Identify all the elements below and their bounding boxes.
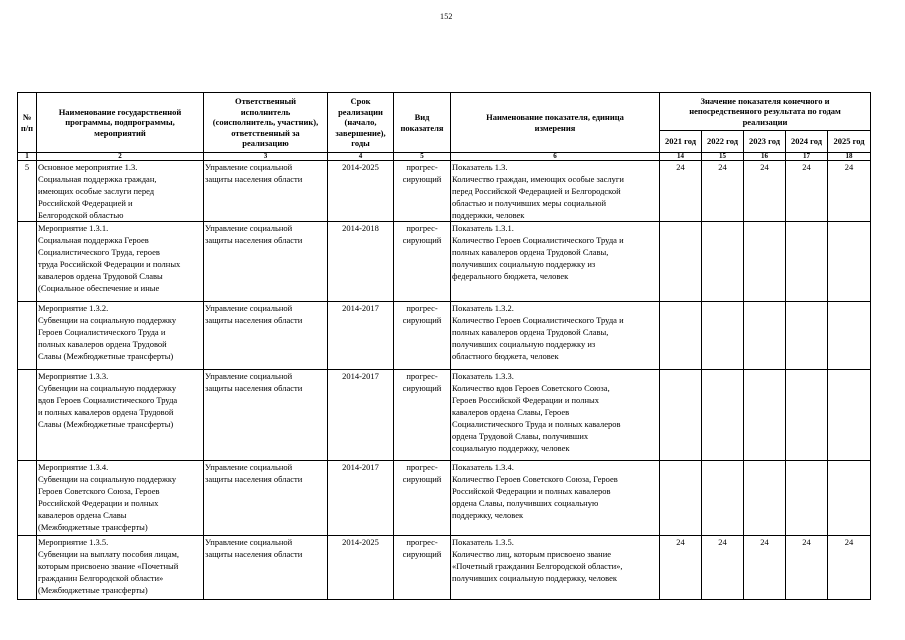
header-year: 2023 год (744, 131, 786, 153)
column-number: 4 (328, 153, 394, 161)
year-value (744, 222, 786, 302)
row-number (18, 370, 37, 461)
year-value (660, 302, 702, 370)
executor: Управление социальной защиты населения области (204, 370, 328, 461)
header-term: Срок реализации (начало, завершение), годы (328, 93, 394, 153)
year-value (702, 222, 744, 302)
indicator-table (17, 92, 871, 600)
term: 2014-2025 (328, 161, 394, 222)
column-number: 6 (451, 153, 660, 161)
year-value (786, 302, 828, 370)
term: 2014-2025 (328, 536, 394, 600)
row-number (18, 536, 37, 600)
indicator-kind: прогрес- сирующий (394, 536, 451, 600)
year-value (744, 370, 786, 461)
indicator-kind: прогрес- сирующий (394, 161, 451, 222)
year-value: 24 (744, 536, 786, 600)
column-number: 17 (786, 153, 828, 161)
year-value: 24 (702, 161, 744, 222)
term: 2014-2018 (328, 222, 394, 302)
table-row (18, 370, 871, 461)
row-number (18, 461, 37, 536)
year-value (786, 461, 828, 536)
row-number (18, 302, 37, 370)
row-number: 5 (18, 161, 37, 222)
year-value: 24 (786, 161, 828, 222)
indicator-name: Показатель 1.3.4. Количество Героев Советского Союза, Героев Российской Федерации и полных кавалеров ордена Славы, получивших социальную поддержку, человек (451, 461, 660, 536)
column-number: 14 (660, 153, 702, 161)
indicator-name: Показатель 1.3.3. Количество вдов Героев Советского Союза, Героев Российской Федерации и полных кавалеров ордена Славы, Героев Социалистического Труда и полных кавалеров ордена Трудовой Славы, получивших социальную поддержку, человек (451, 370, 660, 461)
page-number: 152 (440, 12, 453, 21)
measure-name: Основное мероприятие 1.3. Социальная поддержка граждан, имеющих особые заслуги перед Российской Федерацией и Белгородской областью (37, 161, 204, 222)
year-value: 24 (660, 536, 702, 600)
indicator-kind: прогрес- сирующий (394, 302, 451, 370)
header-year: 2022 год (702, 131, 744, 153)
table-row (18, 536, 871, 600)
executor: Управление социальной защиты населения области (204, 461, 328, 536)
year-value (828, 222, 871, 302)
indicator-kind: прогрес- сирующий (394, 222, 451, 302)
header-num: № п/п (18, 93, 37, 153)
header-name: Наименование государственной программы, подпрограммы, мероприятий (37, 93, 204, 153)
year-value: 24 (702, 536, 744, 600)
table-row (18, 302, 871, 370)
indicator-name: Показатель 1.3.1. Количество Героев Социалистического Труда и полных кавалеров ордена Трудовой Славы, получивших социальную поддержку из федерального бюджета, человек (451, 222, 660, 302)
year-value (702, 370, 744, 461)
indicator-name: Показатель 1.3. Количество граждан, имеющих особые заслуги перед Российской Федерацией и Белгородской областью и получивших меры социальной поддержки, человек (451, 161, 660, 222)
table-row (18, 461, 871, 536)
year-value (660, 222, 702, 302)
header-year: 2025 год (828, 131, 871, 153)
table-row (18, 161, 871, 222)
measure-name: Мероприятие 1.3.5. Субвенции на выплату пособия лицам, которым присвоено звание «Почетный гражданин Белгородской области» (Межбюджетные трансферты) (37, 536, 204, 600)
header-year: 2021 год (660, 131, 702, 153)
column-number: 5 (394, 153, 451, 161)
year-value: 24 (744, 161, 786, 222)
year-value (786, 370, 828, 461)
column-number: 16 (744, 153, 786, 161)
column-number: 15 (702, 153, 744, 161)
executor: Управление социальной защиты населения области (204, 161, 328, 222)
year-value (744, 302, 786, 370)
term: 2014-2017 (328, 302, 394, 370)
column-number-row (18, 153, 871, 161)
executor: Управление социальной защиты населения области (204, 222, 328, 302)
term: 2014-2017 (328, 461, 394, 536)
measure-name: Мероприятие 1.3.3. Субвенции на социальную поддержку вдов Героев Социалистического Труда и полных кавалеров ордена Трудовой Славы (Межбюджетные трансферты) (37, 370, 204, 461)
column-number: 3 (204, 153, 328, 161)
indicator-name: Показатель 1.3.2. Количество Героев Социалистического Труда и полных кавалеров ордена Трудовой Славы, получивших социальную поддержку из областного бюджета, человек (451, 302, 660, 370)
table-row (18, 222, 871, 302)
year-value: 24 (828, 161, 871, 222)
indicator-kind: прогрес- сирующий (394, 370, 451, 461)
header-year: 2024 год (786, 131, 828, 153)
year-value (660, 370, 702, 461)
executor: Управление социальной защиты населения области (204, 302, 328, 370)
executor: Управление социальной защиты населения области (204, 536, 328, 600)
year-value: 24 (828, 536, 871, 600)
year-value: 24 (786, 536, 828, 600)
year-value (660, 461, 702, 536)
indicator-kind: прогрес- сирующий (394, 461, 451, 536)
measure-name: Мероприятие 1.3.1. Социальная поддержка Героев Социалистического Труда, героев труда Российской Федерации и полных кавалеров ордена Трудовой Славы (Социальное обеспечение и иные (37, 222, 204, 302)
term: 2014-2017 (328, 370, 394, 461)
header-values: Значение показателя конечного и непосредственного результата по годам реализации (660, 93, 871, 131)
row-number (18, 222, 37, 302)
year-value (828, 302, 871, 370)
column-number: 18 (828, 153, 871, 161)
indicator-name: Показатель 1.3.5. Количество лиц, которым присвоено звание «Почетный гражданин Белгородской области», получивших социальную поддержку, человек (451, 536, 660, 600)
column-number: 2 (37, 153, 204, 161)
measure-name: Мероприятие 1.3.2. Субвенции на социальную поддержку Героев Социалистического Труда и полных кавалеров ордена Трудовой Славы (Межбюджетные трансферты) (37, 302, 204, 370)
header-kind: Вид показателя (394, 93, 451, 153)
measure-name: Мероприятие 1.3.4. Субвенции на социальную поддержку Героев Советского Союза, Героев Российской Федерации и полных кавалеров ордена Славы (Межбюджетные трансферты) (37, 461, 204, 536)
year-value (828, 370, 871, 461)
year-value (702, 302, 744, 370)
year-value (702, 461, 744, 536)
year-value (744, 461, 786, 536)
header-executor: Ответственный исполнитель (соисполнитель, участник), ответственный за реализацию (204, 93, 328, 153)
column-number: 1 (18, 153, 37, 161)
year-value (786, 222, 828, 302)
header-indicator: Наименование показателя, единица измерения (451, 93, 660, 153)
year-value (828, 461, 871, 536)
year-value: 24 (660, 161, 702, 222)
